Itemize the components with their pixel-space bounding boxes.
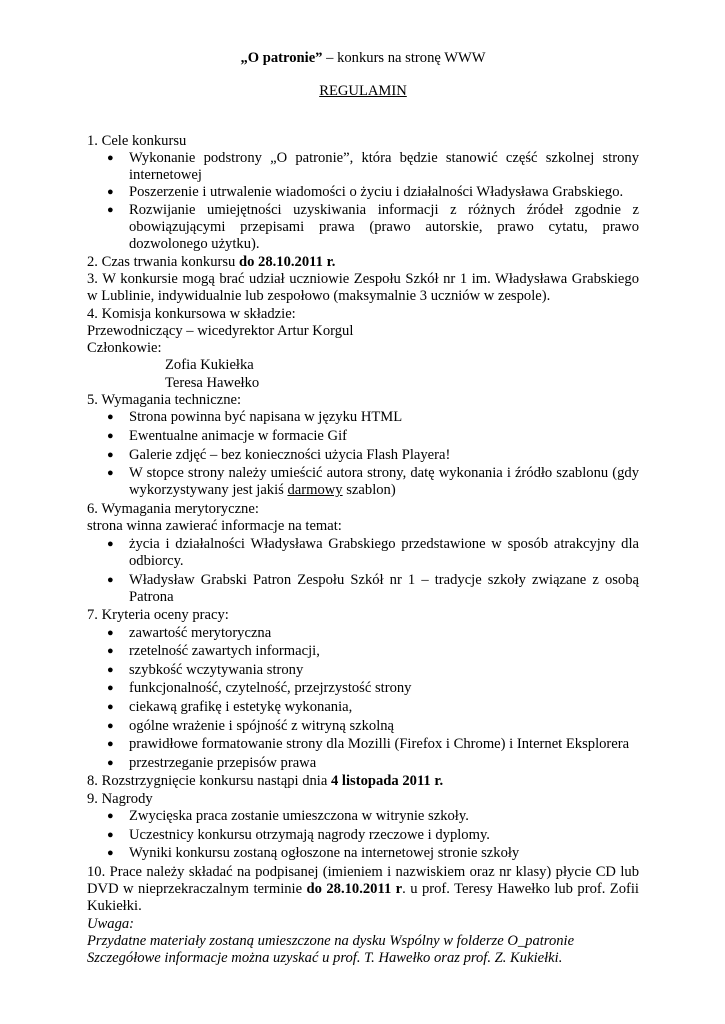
list-item: ● rzetelność zawartych informacji, bbox=[107, 643, 320, 660]
list-item: ● Rozwijanie umiejętności uzyskiwania informacji z różnych źródeł zgodnie z obowiązującymi przepisami prawa (prawo autorskie, prawo cytatu, prawo dozwolonego użytku). bbox=[107, 201, 639, 253]
bullet-icon: ● bbox=[107, 682, 114, 695]
list-item: ● W stopce strony należy umieścić autora strony, datę wykonania i źródło szablonu (gdy wykorzystywany jest jakiś darmowy szablon) bbox=[107, 465, 639, 499]
bullet-icon: ● bbox=[107, 828, 114, 841]
content-requirements-list bbox=[87, 536, 639, 606]
goals-list bbox=[87, 150, 639, 254]
section-heading: 4. Komisja konkursowa w składzie: bbox=[87, 305, 296, 322]
document-title bbox=[87, 50, 639, 67]
committee-member: Zofia Kukiełka bbox=[165, 357, 254, 374]
list-item: ● Strona powinna być napisana w języku HTML bbox=[107, 409, 403, 426]
list-item: ● życia i działalności Władysława Grabskiego przedstawione w sposób atrakcyjny dla odbiorcy. bbox=[107, 535, 639, 569]
bullet-icon: ● bbox=[107, 411, 114, 424]
document-body bbox=[87, 133, 639, 968]
list-item: ● Wykonanie podstrony „O patronie”, która będzie stanowić część szkolnej strony internetowej bbox=[107, 149, 639, 184]
bullet-icon: ● bbox=[107, 701, 114, 714]
list-item: ● Galerie zdjęć – bez konieczności użycia Flash Playera! bbox=[107, 446, 451, 463]
committee-member: Teresa Hawełko bbox=[165, 374, 260, 391]
section-heading: 5. Wymagania techniczne: bbox=[87, 392, 242, 409]
bullet-icon: ● bbox=[107, 573, 114, 586]
list-item: ● Władysław Grabski Patron Zespołu Szkół nr 1 – tradycje szkoły związane z osobą Patrona bbox=[107, 571, 639, 605]
title-bold: „O patronie” bbox=[240, 50, 323, 66]
note-line: Przydatne materiały zostaną umieszczone na dysku Wspólny w folderze O_patronie bbox=[87, 933, 575, 949]
list-item: ● prawidłowe formatowanie strony dla Mozilli (Firefox i Chrome) i Internet Eksplorera bbox=[107, 736, 630, 753]
section-submission: 10. Prace należy składać na podpisanej (imieniem i nazwiskiem oraz nr klasy) płycie CD lub DVD w nieprzekraczalnym terminie do 28.10.2011 r. u prof. Teresy Hawełko lub prof. Zofii Kukiełki. bbox=[87, 863, 639, 915]
section-heading: 9. Nagrody bbox=[87, 790, 153, 807]
bullet-icon: ● bbox=[107, 448, 114, 461]
bullet-icon: ● bbox=[107, 719, 114, 732]
list-item: ● funkcjonalność, czytelność, przejrzystość strony bbox=[107, 680, 412, 697]
bullet-icon: ● bbox=[107, 626, 114, 639]
section-heading: 7. Kryteria oceny pracy: bbox=[87, 607, 229, 624]
bullet-icon: ● bbox=[107, 203, 114, 216]
prizes-list bbox=[87, 808, 639, 862]
bullet-icon: ● bbox=[107, 663, 114, 676]
criteria-list bbox=[87, 625, 639, 772]
technical-requirements-list bbox=[87, 409, 639, 499]
note-line: Szczegółowe informacje można uzyskać u prof. T. Hawełko oraz prof. Z. Kukiełki. bbox=[87, 950, 563, 967]
section-heading: 1. Cele konkursu bbox=[87, 132, 187, 149]
bullet-icon: ● bbox=[107, 186, 114, 199]
bullet-icon: ● bbox=[107, 537, 114, 550]
list-item: ● ogólne wrażenie i spójność z witryną szkolną bbox=[107, 717, 395, 734]
list-item: ● Ewentualne animacje w formacie Gif bbox=[107, 427, 347, 444]
list-item: ● Zwycięska praca zostanie umieszczona w witrynie szkoły. bbox=[107, 808, 469, 825]
list-item: ● zawartość merytoryczna bbox=[107, 624, 272, 641]
title-rest: – konkurs na stronę WWW bbox=[322, 50, 486, 66]
bullet-icon: ● bbox=[107, 645, 114, 658]
note-label: Uwaga: bbox=[87, 915, 135, 932]
list-item: ● Poszerzenie i utrwalenie wiadomości o życiu i działalności Władysława Grabskiego. bbox=[107, 184, 624, 201]
list-item: ● Wyniki konkursu zostaną ogłoszone na internetowej stronie szkoły bbox=[107, 845, 520, 862]
document-page bbox=[87, 50, 639, 968]
bullet-icon: ● bbox=[107, 847, 114, 860]
section-intro: strona winna zawierać informacje na temat: bbox=[87, 518, 342, 535]
document-subtitle: REGULAMIN bbox=[319, 83, 407, 100]
bullet-icon: ● bbox=[107, 756, 114, 769]
bullet-icon: ● bbox=[107, 429, 114, 442]
bullet-icon: ● bbox=[107, 738, 114, 751]
list-item: ● przestrzeganie przepisów prawa bbox=[107, 754, 317, 771]
list-item: ● ciekawą grafikę i estetykę wykonania, bbox=[107, 699, 353, 716]
section-participants: 3. W konkursie mogą brać udział uczniowie Zespołu Szkół nr 1 im. Władysława Grabskiego w Lublinie, indywidualnie lub zespołowo (maksymalnie 3 uczniów w zespole). bbox=[87, 270, 639, 305]
committee-members-label: Członkowie: bbox=[87, 340, 162, 357]
section-duration: 2. Czas trwania konkursu do 28.10.2011 r. bbox=[87, 253, 336, 270]
bullet-icon: ● bbox=[107, 467, 114, 480]
committee-chair: Przewodniczący – wicedyrektor Artur Korgul bbox=[87, 322, 354, 339]
bullet-icon: ● bbox=[107, 810, 114, 823]
section-heading: 6. Wymagania merytoryczne: bbox=[87, 501, 259, 518]
list-item: ● Uczestnicy konkursu otrzymają nagrody rzeczowe i dyplomy. bbox=[107, 826, 490, 843]
bullet-icon: ● bbox=[107, 151, 114, 164]
list-item: ● szybkość wczytywania strony bbox=[107, 661, 304, 678]
section-results-date: 8. Rozstrzygnięcie konkursu nastąpi dnia 4 listopada 2011 r. bbox=[87, 773, 444, 790]
